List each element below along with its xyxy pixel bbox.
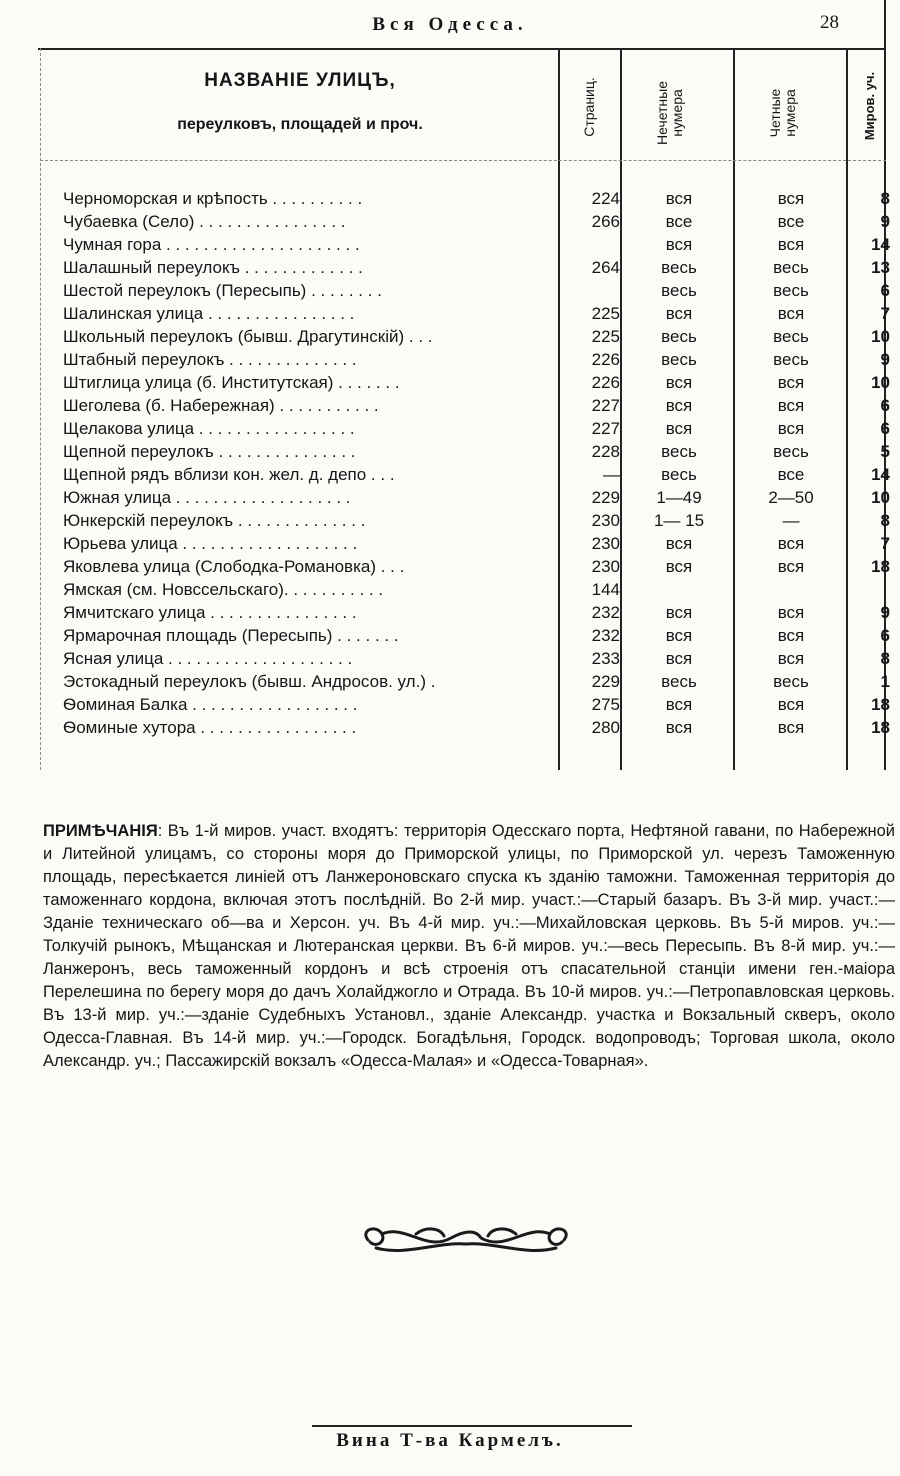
table-row [0, 394, 900, 417]
odd-numbers: 1—49 [656, 488, 702, 507]
table-row [0, 302, 900, 325]
even-numbers: весь [773, 442, 809, 461]
page-ref: 226 [591, 350, 620, 369]
odd-numbers: весь [661, 672, 697, 691]
notes-text: : Въ 1-й миров. участ. входятъ: территорiя Одесскаго порта, Нефтяной гавани, по Набережной и Литейной улицамъ, со стороны моря до Приморской улицы, по Приморской ул. черезъ Таможенную площадь, пересѣкается линiей отъ Ланжероновскаго спуска къ зданiю таможни. Таможенная территорiя до таможеннаго кордона, включая этотъ послѣднiй. Во 2-й мир. участ.:—Старый базаръ. Въ 3-й мир. участ.:—Зданiе техническаго об—ва и Херсон. уч. Въ 4-й мир. уч.:—Михайловская церковь. Въ 5-й миров. уч.:—Толкучiй рынокъ, Мѣщанская и Лютеранская церкви. Въ 6-й миров. уч.:—весь Пересыпь. Въ 8-й мир. уч.:—Ланжеронъ, весь таможенный кордонъ и всѣ строенiя отъ спасательной станцiи имени ген.-маiора Перелешина по берегу моря до дачъ Холайджогло и Отрада. Въ 10-й миров. уч.:—Петропавловская церковь. Въ 13-й мир. уч.:—зданiе Судебныхъ Установл., зданiе Александр. участка и Вокзальный скверъ, около Одесса-Главная. Въ 14-й мир. уч.:—Городск. Богадѣльня, Городск. водопроводъ; Торговая школа, около Александр. уч.; Пассажирскiй вокзалъ «Одесса-Малая» и «Одесса-Товарная». [43, 822, 895, 1070]
even-numbers: все [777, 465, 805, 484]
street-name: Ярмарочная площадь (Пересыпь) . . . . . . . [63, 626, 399, 645]
even-numbers: вся [777, 304, 805, 323]
street-name: Шестой переулокъ (Пересыпь) . . . . . . . . [63, 281, 382, 300]
page-ref: 266 [591, 212, 620, 231]
page-ref: 225 [591, 304, 620, 323]
even-numbers: вся [777, 396, 805, 415]
page-ref: 233 [591, 649, 620, 668]
notes-label: ПРИМѢЧАНIЯ [43, 822, 158, 840]
district-number: 6 [880, 419, 890, 438]
odd-numbers: весь [661, 258, 697, 277]
col-header-odd-line2: нумера [668, 89, 685, 137]
street-name: Юнкерскiй переулокъ . . . . . . . . . . . . . . [63, 511, 366, 530]
street-name: Щепной рядъ вблизи кон. жел. д. депо . . . [63, 465, 395, 484]
street-name: Щепной переулокъ . . . . . . . . . . . . . . . [63, 442, 356, 461]
table-row [0, 279, 900, 302]
table-row [0, 647, 900, 670]
odd-numbers: весь [661, 465, 697, 484]
even-numbers: весь [773, 672, 809, 691]
district-number: 14 [871, 465, 890, 484]
col-header-page [576, 59, 602, 155]
odd-numbers: весь [661, 442, 697, 461]
district-number: 10 [871, 488, 890, 507]
even-numbers: весь [773, 350, 809, 369]
table-row [0, 210, 900, 233]
odd-numbers: вся [665, 304, 693, 323]
col-header-odd-line1: Нечетные [654, 80, 670, 146]
even-numbers: вся [777, 373, 805, 392]
even-numbers: все [777, 212, 805, 231]
col-header-even-line1: Четные [767, 88, 783, 138]
running-title: Вся Одесса. [372, 14, 528, 35]
table-row [0, 624, 900, 647]
even-numbers: вся [777, 235, 805, 254]
district-number: 8 [880, 649, 890, 668]
street-name: Шалинская улица . . . . . . . . . . . . . . . . [63, 304, 355, 323]
odd-numbers: весь [661, 327, 697, 346]
district-number: 9 [880, 212, 890, 231]
street-name: Школьный переулокъ (бывш. Драгутинскiй) . . . [63, 327, 433, 346]
page-ref: 232 [591, 626, 620, 645]
street-name: Ѳоминые хутора . . . . . . . . . . . . . . . . . [63, 718, 357, 737]
table-top-rule [38, 48, 886, 50]
district-number: 7 [880, 534, 890, 553]
table-row [0, 256, 900, 279]
table-row [0, 417, 900, 440]
page-ref: 232 [591, 603, 620, 622]
district-number: 6 [880, 626, 890, 645]
even-numbers: — [782, 511, 800, 530]
street-name: Ѳоминая Балка . . . . . . . . . . . . . . . . . . [63, 695, 358, 714]
even-numbers: вся [777, 695, 805, 714]
page-ref: 229 [591, 488, 620, 507]
odd-numbers: весь [661, 350, 697, 369]
col-header-even [768, 63, 812, 163]
street-name: Ямская (см. Новссельскаго). . . . . . . . . . . [63, 580, 384, 599]
table-row [0, 325, 900, 348]
street-name: Шеголева (б. Набережная) . . . . . . . . . . . [63, 396, 379, 415]
even-numbers: вся [777, 419, 805, 438]
page-ref: 264 [591, 258, 620, 277]
street-name: Юрьева улица . . . . . . . . . . . . . . . . . . . [63, 534, 358, 553]
even-numbers: весь [773, 258, 809, 277]
table-row [0, 693, 900, 716]
even-numbers: вся [777, 557, 805, 576]
notes-paragraph [43, 820, 895, 1073]
table-row [0, 578, 900, 601]
district-number: 8 [880, 189, 890, 208]
odd-numbers: вся [665, 534, 693, 553]
page-ref: 228 [591, 442, 620, 461]
district-number: 18 [871, 695, 890, 714]
footer-rule [312, 1425, 632, 1427]
even-numbers: весь [773, 281, 809, 300]
page-ref: 229 [591, 672, 620, 691]
odd-numbers: вся [665, 603, 693, 622]
table-row [0, 670, 900, 693]
street-name: Ямчитскаго улица . . . . . . . . . . . . . . . . [63, 603, 357, 622]
district-number: 13 [871, 258, 890, 277]
street-name: Эстокадный переулокъ (бывш. Андросов. ул.) . [63, 672, 436, 691]
even-numbers: вся [777, 189, 805, 208]
street-name: Штабный переулокъ . . . . . . . . . . . . . . [63, 350, 357, 369]
page-ref: 226 [591, 373, 620, 392]
odd-numbers: 1— 15 [653, 511, 705, 530]
street-name: Яковлева улица (Слободка-Романовка) . . . [63, 557, 405, 576]
even-numbers: вся [777, 534, 805, 553]
col-header-district [858, 58, 882, 154]
odd-numbers: вся [665, 396, 693, 415]
district-number: 18 [871, 557, 890, 576]
odd-numbers: весь [661, 281, 697, 300]
odd-numbers: вся [665, 235, 693, 254]
district-number: 10 [871, 373, 890, 392]
even-numbers: весь [773, 327, 809, 346]
odd-numbers: вся [665, 718, 693, 737]
page-number: 28 [820, 12, 839, 33]
street-name: Ясная улица . . . . . . . . . . . . . . . . . . . . [63, 649, 353, 668]
street-name: Щелакова улица . . . . . . . . . . . . . . . . . [63, 419, 355, 438]
page-ref: 280 [591, 718, 620, 737]
even-numbers: вся [777, 649, 805, 668]
page-ref: 144 [591, 580, 620, 599]
odd-numbers: вся [665, 419, 693, 438]
district-number: 5 [880, 442, 890, 461]
page-ref: 225 [591, 327, 620, 346]
header-subtitle: переулковъ, площадей и проч. [177, 116, 423, 133]
odd-numbers: вся [665, 649, 693, 668]
district-number: 6 [880, 281, 890, 300]
page-ref: 275 [591, 695, 620, 714]
header-title: НАЗВАНIЕ УЛИЦЪ, [204, 70, 396, 91]
footer-advert: Вина Т-ва Кармелъ. [336, 1430, 564, 1451]
table-row [0, 440, 900, 463]
even-numbers: вся [777, 626, 805, 645]
district-number: 9 [880, 603, 890, 622]
table-row [0, 233, 900, 256]
table-row [0, 716, 900, 739]
district-number: 8 [880, 511, 890, 530]
table-row [0, 509, 900, 532]
table-row [0, 371, 900, 394]
table-row [0, 463, 900, 486]
district-number: 1 [880, 672, 890, 691]
street-name: Чубаевка (Село) . . . . . . . . . . . . . . . . [63, 212, 346, 231]
scroll-ornament-icon [356, 1222, 576, 1258]
even-numbers: вся [777, 718, 805, 737]
district-number: 14 [871, 235, 890, 254]
table-row [0, 486, 900, 509]
street-name: Чумная гора . . . . . . . . . . . . . . . . . . . . . [63, 235, 360, 254]
page-ref: 230 [591, 534, 620, 553]
odd-numbers: вся [665, 373, 693, 392]
col-header-odd [655, 63, 699, 163]
col-header-page-label: Страниц. [581, 77, 597, 137]
page-ref: — [603, 465, 620, 484]
header-bottom-rule [40, 160, 886, 162]
odd-numbers: вся [665, 695, 693, 714]
table-row [0, 601, 900, 624]
district-number: 10 [871, 327, 890, 346]
odd-numbers: все [665, 212, 693, 231]
even-numbers: вся [777, 603, 805, 622]
district-number: 6 [880, 396, 890, 415]
page-ref: 227 [591, 419, 620, 438]
district-number: 7 [880, 304, 890, 323]
even-numbers: 2—50 [768, 488, 814, 507]
page-ref: 230 [591, 511, 620, 530]
street-name: Штиглица улица (б. Институтская) . . . . . . . [63, 373, 400, 392]
odd-numbers: вся [665, 626, 693, 645]
district-number: 9 [880, 350, 890, 369]
odd-numbers: вся [665, 189, 693, 208]
table-row [0, 555, 900, 578]
table-row [0, 532, 900, 555]
page-ref: 224 [591, 189, 620, 208]
page-ref: 230 [591, 557, 620, 576]
col-header-district-label: Миров. уч. [862, 71, 877, 141]
table-row [0, 348, 900, 371]
street-name: Шалашный переулокъ . . . . . . . . . . . . . [63, 258, 363, 277]
street-name: Южная улица . . . . . . . . . . . . . . . . . . . [63, 488, 351, 507]
page-ref: 227 [591, 396, 620, 415]
odd-numbers: вся [665, 557, 693, 576]
street-name: Черноморская и крѣпость . . . . . . . . . . [63, 189, 363, 208]
district-number: 18 [871, 718, 890, 737]
col-header-even-line2: нумера [781, 89, 798, 137]
table-row [0, 187, 900, 210]
